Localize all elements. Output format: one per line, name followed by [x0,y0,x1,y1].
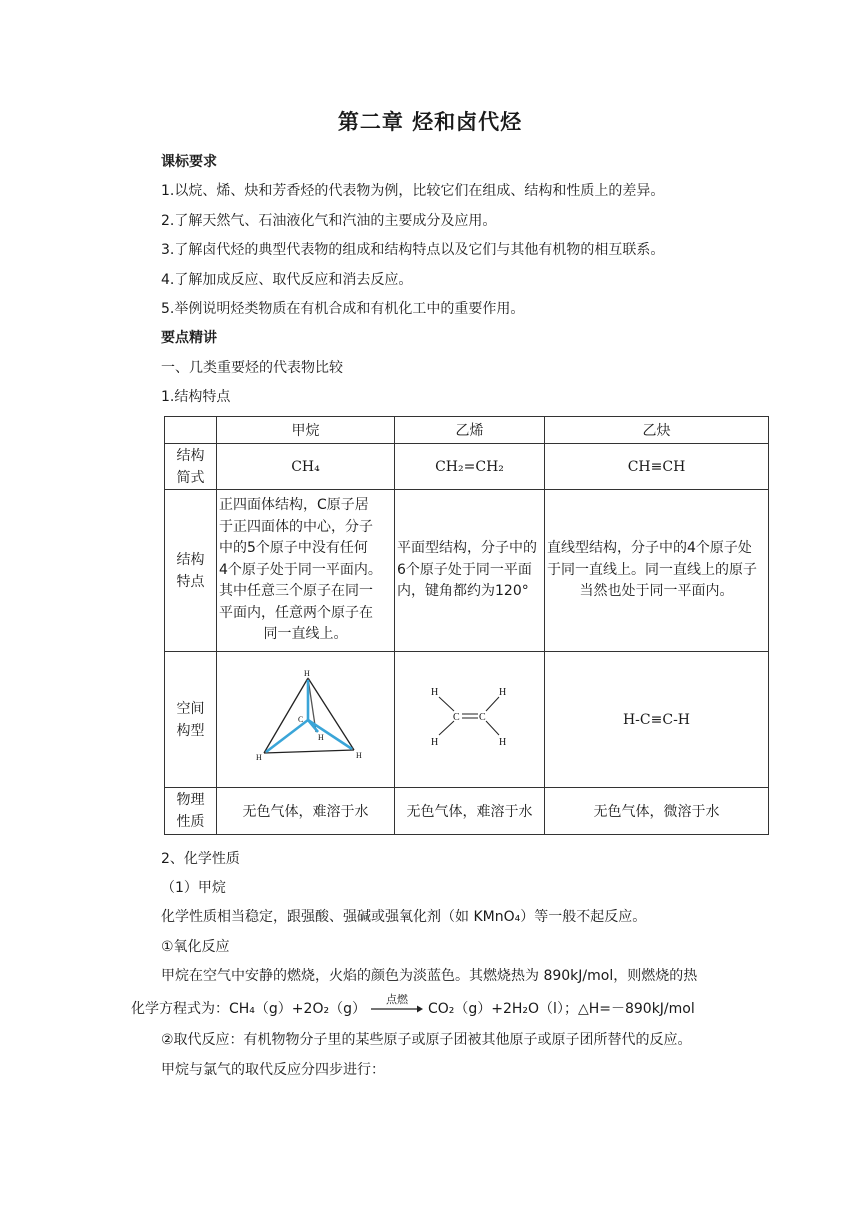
requirement-item: 4.了解加成反应、取代反应和消去反应。 [161,272,413,288]
atom-label: C [297,714,303,724]
atom-label: H [430,736,438,748]
physical-methane: 无色气体，难溶于水 [217,788,395,835]
atom-label: C [452,711,460,723]
paragraph: 甲烷在空气中安静的燃烧，火焰的颜色为淡蓝色。其燃烧热为 890kJ/mol，则燃烧的热 [161,968,698,984]
section-heading-key-points: 要点精讲 [161,330,217,346]
paragraph: ②取代反应：有机物物分子里的某些原子或原子团被其他原子或原子团所替代的反应。 [161,1032,692,1048]
subheading: 1.结构特点 [161,389,231,405]
table-row-physical [165,788,769,835]
section-heading-requirements: 课标要求 [161,154,217,170]
table-header-row [165,417,769,444]
subheading: 2、化学性质 [161,851,240,867]
subheading: ①氧化反应 [161,939,230,955]
requirement-item: 5.举例说明烃类物质在有机合成和有机化工中的重要作用。 [161,301,525,317]
atom-label: H [255,752,262,762]
features-ethylene: 平面型结构，分子中的 6个原子处于同一平面 内，键角都约为120° [395,490,545,652]
equation-products: CO₂（g）+2H₂O（l）；△H=－890kJ/mol [427,1001,695,1017]
atom-label: H [303,668,310,678]
ethylene-planar-diagram [425,683,515,753]
column-header-acetylene: 乙炔 [545,417,769,444]
atom-label: C [478,711,486,723]
atom-label: H [317,732,324,742]
subheading: （1）甲烷 [161,880,226,896]
requirement-item: 1.以烷、烯、炔和芳香烃的代表物为例，比较它们在组成、结构和性质上的差异。 [161,183,665,199]
equation-reactants: CH₄（g）+2O₂（g） [229,1001,366,1017]
requirement-item: 2.了解天然气、石油液化气和汽油的主要成分及应用。 [161,213,497,229]
shape-methane [217,652,395,788]
features-acetylene: 直线型结构，分子中的4个原子处 于同一直线上。同一直线上的原子 当然也处于同一平面内。 [545,490,769,652]
table-row-features [165,490,769,652]
table-row-formula [165,444,769,490]
reaction-arrow [370,993,424,1018]
equation-lead: 化学方程式为： [131,1001,229,1017]
methane-tetrahedron-diagram [246,668,366,768]
atom-label: H [430,686,438,698]
subheading: 一、几类重要烃的代表物比较 [161,360,343,376]
features-methane: 正四面体结构，C原子居 于正四面体的中心，分子 中的5个原子中没有任何 4个原子处于同一平面内。 其中任意三个原子在同一 平面内，任意两个原子在 同一直线上。 [217,490,395,652]
shape-acetylene: H-C≡C-H [545,652,769,788]
page-title: 第二章 烃和卤代烃 [337,110,523,134]
combustion-equation [131,993,695,1018]
hydrocarbon-comparison-table [164,416,769,835]
row-label-physical: 物理 性质 [165,788,217,835]
physical-ethylene: 无色气体，难溶于水 [395,788,545,835]
paragraph: 化学性质相当稳定，跟强酸、强碱或强氧化剂（如 KMnO₄）等一般不起反应。 [161,909,647,925]
shape-ethylene [395,652,545,788]
column-header-ethylene: 乙烯 [395,417,545,444]
row-label-shape: 空间 构型 [165,652,217,788]
row-label-formula: 结构 简式 [165,444,217,490]
requirement-item: 3.了解卤代烃的典型代表物的组成和结构特点以及它们与其他有机物的相互联系。 [161,242,665,258]
atom-label: H [355,750,362,760]
paragraph: 甲烷与氯气的取代反应分四步进行： [161,1062,385,1078]
table-corner-cell [165,417,217,444]
atom-label: H [498,736,506,748]
physical-acetylene: 无色气体，微溶于水 [545,788,769,835]
table-row-shape [165,652,769,788]
formula-methane: CH₄ [217,444,395,490]
formula-acetylene: CH≡CH [545,444,769,490]
column-header-methane: 甲烷 [217,417,395,444]
row-label-features: 结构 特点 [165,490,217,652]
atom-label: H [498,686,506,698]
reaction-condition: 点燃 [385,993,408,1006]
formula-ethylene: CH₂=CH₂ [395,444,545,490]
